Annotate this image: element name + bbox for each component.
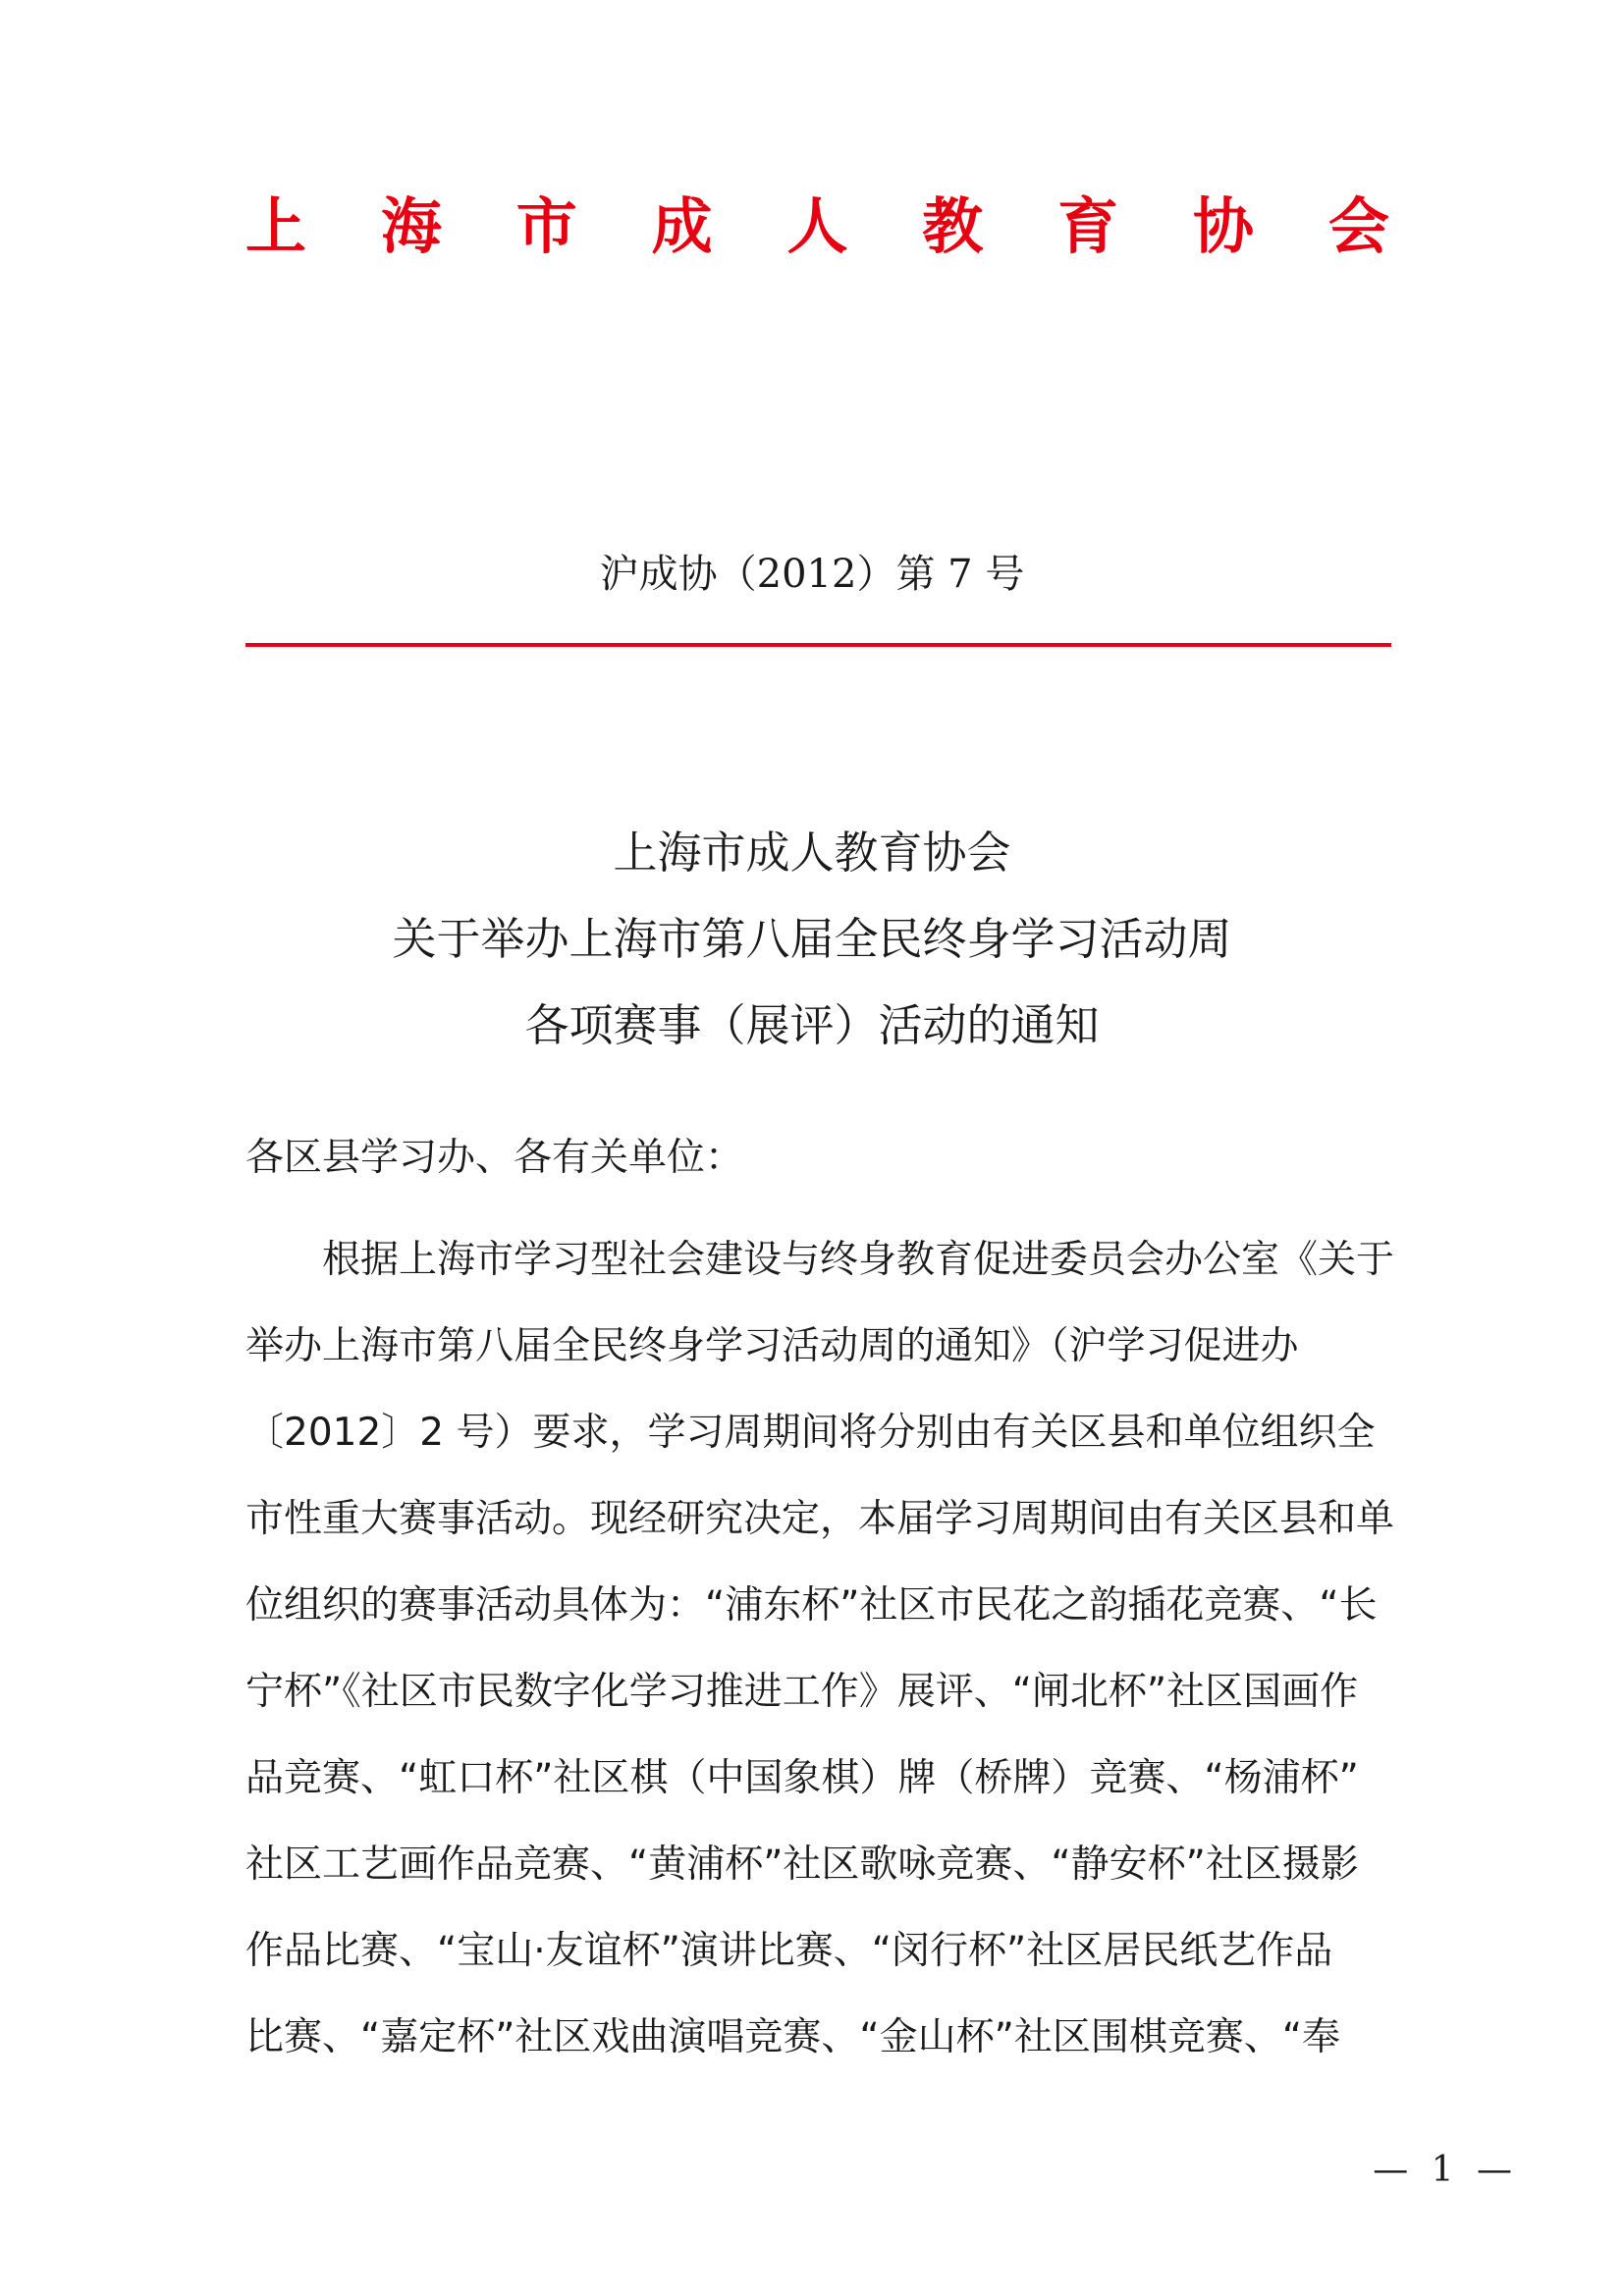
body-paragraph [245, 1217, 1394, 2081]
body-line: 举办上海市第八届全民终身学习活动周的通知》（沪学习促进办 [245, 1324, 1299, 1368]
document-title [0, 810, 1624, 1069]
header-char: 会 [1327, 190, 1389, 262]
header-char: 育 [1057, 190, 1119, 262]
body-line: 作品比赛、“宝山·友谊杯”演讲比赛、“闵行杯”社区居民纸艺作品 [245, 1929, 1333, 1973]
organization-header [245, 190, 1389, 262]
body-line: 〔2012〕2 号）要求，学习周期间将分别由有关区县和单位组织全 [245, 1411, 1376, 1455]
title-line: 关于举办上海市第八届全民终身学习活动周 [392, 913, 1232, 965]
body-line: 市性重大赛事活动。现经研究决定，本届学习周期间由有关区县和单 [245, 1497, 1395, 1541]
title-line: 上海市成人教育协会 [613, 827, 1011, 879]
body-line: 社区工艺画作品竞赛、“黄浦杯”社区歌咏竞赛、“静安杯”社区摄影 [245, 1842, 1359, 1887]
header-char: 教 [922, 190, 984, 262]
body-line: 品竞赛、“虹口杯”社区棋（中国象棋）牌（桥牌）竞赛、“杨浦杯” [245, 1756, 1359, 1800]
salutation: 各区县学习办、各有关单位： [245, 1136, 744, 1180]
title-line: 各项赛事（展评）活动的通知 [524, 999, 1100, 1051]
body-line: 宁杯”《社区市民数字化学习推进工作》展评、“闸北杯”社区国画作 [245, 1670, 1359, 1714]
header-char: 市 [515, 190, 577, 262]
body-line: 位组织的赛事活动具体为：“浦东杯”社区市民花之韵插花竞赛、“长 [245, 1583, 1378, 1628]
header-char: 协 [1193, 190, 1255, 262]
body-line: 比赛、“嘉定杯”社区戏曲演唱竞赛、“金山杯”社区围棋竞赛、“奉 [245, 2015, 1341, 2059]
header-char: 海 [380, 190, 442, 262]
header-char: 成 [651, 190, 713, 262]
body-line: 根据上海市学习型社会建设与终身教育促进委员会办公室《关于 [322, 1238, 1395, 1282]
header-char: 上 [245, 190, 307, 262]
red-divider [245, 643, 1391, 647]
document-number: 沪成协（2012）第 7 号 [599, 552, 1025, 597]
header-char: 人 [786, 190, 848, 262]
page-number: — 1 — [1373, 2150, 1518, 2190]
